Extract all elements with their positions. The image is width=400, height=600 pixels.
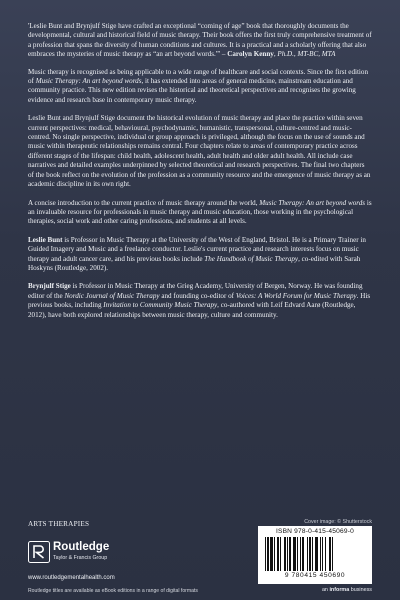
subject-category: ARTS THERAPIES [28, 520, 90, 528]
publisher-url[interactable]: www.routledgementalhealth.com [28, 575, 115, 581]
business-suffix: business [349, 587, 372, 593]
bio-bunt-text-1: is Professor in Music Therapy at the University of the West of England, Bristol. He is a Primary Trainer in Guided Imagery and Music and a freelance conductor. Leslie's current practice and research interests focus on music therapy and adult cancer care, and his previous books include [28, 235, 366, 263]
isbn-barcode [258, 526, 372, 584]
bio-bunt-book: The Handbook of Music Therapy [204, 254, 299, 263]
intro-paragraph [28, 68, 372, 106]
author-name-bunt: Leslie Bunt [28, 235, 63, 244]
bio-stige-text-2: and founding co-editor of [159, 291, 236, 300]
back-cover-text [28, 22, 372, 329]
bio-stige-book: Invitation to Community Music Therapy [103, 301, 218, 310]
author-bio-stige [28, 282, 372, 320]
ebook-footnote: Routledge titles are available as eBook editions in a range of digital formats [28, 588, 198, 594]
routledge-logo-icon [28, 541, 50, 563]
audience-text-1: A concise introduction to the current practice of music therapy around the world, [28, 198, 260, 207]
cover-image-credit: Cover image: © Shutterstock [304, 519, 372, 525]
bio-stige-text-1: is Professor in Music Therapy at the Grieg Academy, University of Bergen, Norway. He was founding editor of the [28, 282, 363, 300]
business-prefix: an [321, 587, 330, 593]
bio-stige-text-3: . His previous books, including [28, 291, 371, 310]
audience-text-2: is an invaluable resource for professionals in music therapy and music education, those working in the psychological therapies, social work and other caring professions, and students at all levels. [28, 198, 372, 226]
isbn-number: ISBN 978-0-415-45069-0 [275, 528, 355, 535]
bio-stige-journal-2: Voices: A World Forum for Music Therapy [235, 291, 357, 300]
quote-qualifications: , Ph.D., MT-BC, MTA [273, 50, 336, 59]
audience-book-title: Music Therapy: An art beyond words [259, 198, 366, 207]
quote-dash: – [220, 50, 228, 59]
bio-stige-journal-1: Nordic Journal of Music Therapy [64, 291, 160, 300]
bio-bunt-text-2: , co-edited with Sarah Hoskyns (Routledge, 2002). [28, 254, 361, 272]
audience-paragraph [28, 199, 372, 227]
endorsement-quote [28, 22, 372, 60]
author-name-stige: Brynjulf Stige [28, 282, 71, 291]
intro-text-1: Music therapy is recognised as being applicable to a wide range of healthcare and social contexts. Since the first edition of [28, 67, 368, 86]
publisher-name: Routledge [53, 541, 110, 553]
bio-stige-text-4: , co-authored with Leif Edvard Aarø (Routledge, 2012), have both explored relationships between music therapy, culture and community. [28, 301, 356, 319]
barcode-icon [263, 537, 367, 571]
intro-book-title: Music Therapy: An art beyond words [35, 77, 142, 86]
publisher-logo [28, 538, 148, 566]
barcode-digits: 9 780415 450690 [284, 572, 346, 579]
author-bio-bunt [28, 236, 372, 274]
informa-business [322, 587, 372, 593]
body-paragraph: Leslie Bunt and Brynjulf Stige document the historical evolution of music therapy and place the practice within seven current perspectives: medical, behavioural, psychodynamic, humanistic, transpersonal, culture-centred and music-centred. No single perspective, individual or group approach is privileged, although the focus on the use of sounds and music within therapeutic relationships remains central. Four chapters relate to areas of contemporary practice across different stages of the lifespan: child health, adolescent health, adult health and older adult health. All include case narratives and detailed examples underpinned by selected theoretical and research perspectives. The final two chapters of the book reflect on the evolution of the profession as a community resource and the emergence of music therapy as an academic discipline in its own right. [28, 114, 371, 189]
quote-author: Carolyn Kenny [227, 50, 274, 59]
publisher-group: Taylor & Francis Group [53, 555, 108, 561]
quote-text: 'Leslie Bunt and Brynjulf Stige have crafted an exceptional “coming of age” book that thoroughly documents the developmental, cultural and historical field of music therapy. Their book offers the first truly comprehensive treatment of a profession that spans the diversity of human conditions and cultures. It is a practical and a scholarly offering that also embraces the mysteries of music therapy as “an art beyond words.”' [28, 22, 372, 59]
business-name: informa [329, 587, 350, 593]
intro-text-2: , it has extended into areas of general medicine, mainstream education and community practice. This new edition revises the historical and theoretical perspectives and recognises the growing evidence and research base in contemporary music therapy. [28, 77, 356, 104]
